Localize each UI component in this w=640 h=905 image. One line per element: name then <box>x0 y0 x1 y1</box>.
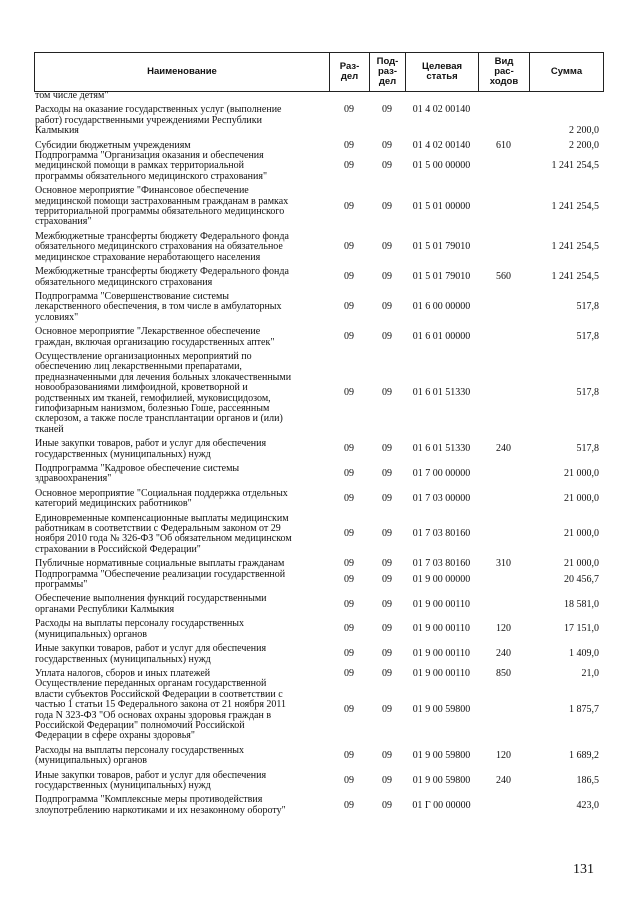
row-target-article: 01 9 00 59800 <box>412 749 471 761</box>
row-name-line: Калмыкия <box>35 125 79 137</box>
row-expense-type: 240 <box>496 443 511 455</box>
row-name <box>34 489 329 510</box>
row-name-line: Уплата налогов, сборов и иных платежей <box>35 667 211 679</box>
table-row <box>34 679 603 741</box>
row-sum: 1 409,0 <box>569 648 599 660</box>
row-razdel: 09 <box>344 331 354 343</box>
row-podrazdel: 09 <box>382 667 392 679</box>
row-razdel: 09 <box>344 573 354 585</box>
row-name <box>34 186 329 228</box>
row-name-line: Иные закупки товаров, работ и услуг для обеспечения <box>35 643 267 655</box>
row-name-line: новообразованиями лимфоидной, кроветворной и <box>35 382 248 394</box>
col-expense-type-header: Вид рас- ходов <box>479 53 530 92</box>
row-name <box>34 267 329 288</box>
row-sum: 517,8 <box>576 331 599 343</box>
table-row <box>34 594 603 615</box>
row-name-line: том числе детям" <box>35 90 109 101</box>
row-name-line: тканей <box>35 423 64 435</box>
row-podrazdel: 09 <box>382 598 392 610</box>
row-name-line: злоупотреблению наркотиками и их незаконному обороту" <box>35 804 286 816</box>
row-name-line: условиях" <box>35 311 79 323</box>
row-name-line: года N 323-ФЗ "Об основах охраны здоровья граждан в <box>35 709 272 721</box>
row-podrazdel: 09 <box>382 331 392 343</box>
table-row <box>34 186 603 228</box>
row-name-line: ноября 2010 года № 326-ФЗ "Об обязательном медицинском <box>35 533 292 545</box>
row-name-line: гипофизарным нанизмом, болезнью Гоше, рассеянным <box>35 402 270 414</box>
row-name-line: лекарственного обеспечения, в том числе в амбулаторных <box>35 301 282 313</box>
row-name-line: здравоохранения" <box>35 473 112 485</box>
row-razdel: 09 <box>344 704 354 716</box>
row-sum: 1 875,7 <box>569 704 599 716</box>
row-razdel: 09 <box>344 648 354 660</box>
row-podrazdel: 09 <box>382 648 392 660</box>
table-row <box>34 746 603 767</box>
row-name-line: Подпрограмма "Совершенствование системы <box>35 290 229 302</box>
row-name-line: предназначенными для лечения больных злокачественными <box>35 371 292 383</box>
row-target-article: 01 6 00 00000 <box>412 301 471 313</box>
row-name-line: обязательного медицинского страхования на обязательное <box>35 241 283 253</box>
row-name-line: склерозом, а также после трансплантации органов и (или) <box>35 413 283 425</box>
row-name <box>34 746 329 767</box>
row-sum: 1 241 254,5 <box>551 241 599 253</box>
row-target-article: 01 5 01 79010 <box>412 271 471 283</box>
row-sum: 1 689,2 <box>569 749 599 761</box>
table-row <box>34 619 603 640</box>
row-name-line: страховании в Российской Федерации" <box>35 543 201 555</box>
row-name <box>34 292 329 323</box>
page-number: 131 <box>573 862 594 877</box>
row-sum: 517,8 <box>576 301 599 313</box>
row-name-line: государственных (муниципальных) нужд <box>35 779 211 791</box>
table-row <box>34 439 603 460</box>
row-sum: 2 200,0 <box>569 125 599 137</box>
row-name-line: Российской Федерации" полномочий Российской <box>35 719 245 731</box>
row-podrazdel: 09 <box>382 443 392 455</box>
row-podrazdel: 09 <box>382 704 392 716</box>
row-sum: 2 200,0 <box>569 139 599 151</box>
table-body <box>34 91 603 820</box>
row-target-article: 01 7 03 00000 <box>412 493 471 505</box>
row-name-line: медицинской помощи в рамках территориальной <box>35 160 244 172</box>
row-name-line: Публичные нормативные социальные выплаты гражданам <box>35 558 285 570</box>
row-sum: 517,8 <box>576 387 599 399</box>
row-podrazdel: 09 <box>382 573 392 585</box>
row-expense-type: 310 <box>496 558 511 570</box>
row-target-article: 01 7 03 80160 <box>412 528 471 540</box>
row-sum: 1 241 254,5 <box>551 271 599 283</box>
row-name-line: органами Республики Калмыкия <box>35 603 175 615</box>
row-name <box>34 105 329 136</box>
row-name-line: власти субъектов Российской Федерации в соответствии с <box>35 688 283 700</box>
row-podrazdel: 09 <box>382 468 392 480</box>
row-razdel: 09 <box>344 443 354 455</box>
row-podrazdel: 09 <box>382 528 392 540</box>
row-name <box>34 439 329 460</box>
row-name <box>34 151 329 182</box>
row-sum: 517,8 <box>576 443 599 455</box>
row-razdel: 09 <box>344 528 354 540</box>
row-name-line: родственных им тканей, гемофилией, муковисцидозом, <box>35 392 271 404</box>
row-name-line: Подпрограмма "Кадровое обеспечение системы <box>35 463 240 474</box>
row-expense-type: 240 <box>496 774 511 786</box>
table-row <box>34 570 603 591</box>
row-name-line: Расходы на выплаты персоналу государственных <box>35 618 245 630</box>
row-razdel: 09 <box>344 493 354 505</box>
table-row <box>34 267 603 288</box>
row-name-line: Межбюджетные трансферты бюджету Федерального фонда <box>35 266 289 278</box>
row-name-line: Подпрограмма "Организация оказания и обеспечения <box>35 150 264 162</box>
row-name-line: Подпрограмма "Обеспечение реализации государственной <box>35 568 286 580</box>
row-sum: 21 000,0 <box>564 493 599 505</box>
row-name-line: работ) государственными учреждениями Республики <box>35 114 262 126</box>
row-name-line: Основное мероприятие "Финансовое обеспечение <box>35 185 249 197</box>
row-name-line: (муниципальных) органов <box>35 628 148 640</box>
row-target-article: 01 6 01 51330 <box>412 387 471 399</box>
row-name-line: обязательного медицинского страхования <box>35 276 213 288</box>
row-name-line: обеспечению лиц лекарственными препаратами, <box>35 361 242 373</box>
row-razdel: 09 <box>344 160 354 172</box>
row-name-line: Основное мероприятие "Социальная поддержка отдельных <box>35 487 288 499</box>
row-name-line: Осуществление организационных мероприятий по <box>35 350 252 362</box>
row-target-article: 01 5 01 00000 <box>412 200 471 212</box>
row-name-line: государственных (муниципальных) нужд <box>35 653 211 665</box>
row-name-line: страхования" <box>35 216 92 228</box>
row-sum: 21 000,0 <box>564 558 599 570</box>
row-target-article: 01 Г 00 00000 <box>412 799 471 811</box>
row-name <box>34 771 329 792</box>
col-target-article-header: Целевая статья <box>406 53 479 92</box>
row-target-article: 01 7 03 80160 <box>412 558 471 570</box>
row-expense-type: 120 <box>496 623 511 635</box>
row-name <box>34 91 329 101</box>
row-target-article: 01 9 00 59800 <box>412 774 471 786</box>
row-podrazdel: 09 <box>382 301 392 313</box>
row-target-article: 01 9 00 00110 <box>412 598 471 610</box>
row-podrazdel: 09 <box>382 749 392 761</box>
row-podrazdel: 09 <box>382 271 392 283</box>
table-row <box>34 771 603 792</box>
table-row <box>34 232 603 263</box>
row-podrazdel: 09 <box>382 799 392 811</box>
row-razdel: 09 <box>344 598 354 610</box>
row-razdel: 09 <box>344 139 354 151</box>
row-sum: 21,0 <box>581 667 599 679</box>
row-podrazdel: 09 <box>382 493 392 505</box>
row-name-line: медицинской помощи застрахованным гражданам в рамках <box>35 195 289 207</box>
row-razdel: 09 <box>344 387 354 399</box>
row-razdel: 09 <box>344 271 354 283</box>
row-target-article: 01 9 00 00110 <box>412 648 471 660</box>
row-expense-type: 850 <box>496 667 511 679</box>
row-sum: 423,0 <box>576 799 599 811</box>
table-row <box>34 464 603 485</box>
table-row <box>34 514 603 556</box>
row-razdel: 09 <box>344 468 354 480</box>
row-name-line: Подпрограмма "Комплексные меры противодействия <box>35 794 263 806</box>
col-razdel-header: Раз- дел <box>330 53 370 92</box>
row-name-line: программы обязательного медицинского страхования" <box>35 170 268 182</box>
row-target-article: 01 6 01 00000 <box>412 331 471 343</box>
row-name-line: категорий медицинских работников" <box>35 498 192 510</box>
row-name-line: Субсидии бюджетным учреждениям <box>35 139 191 151</box>
row-name-line: работникам в соответствии с Федеральным законом от 29 <box>35 523 281 535</box>
table-header <box>34 52 604 92</box>
row-name-line: Расходы на оказание государственных услуг (выполнение <box>35 104 282 116</box>
row-target-article: 01 9 00 00000 <box>412 573 471 585</box>
row-target-article: 01 4 02 00140 <box>412 139 471 151</box>
row-name-line: Осуществление переданных органам государственной <box>35 678 267 690</box>
row-name <box>34 619 329 640</box>
row-podrazdel: 09 <box>382 200 392 212</box>
row-expense-type: 240 <box>496 648 511 660</box>
row-sum: 18 581,0 <box>564 598 599 610</box>
row-expense-type: 560 <box>496 271 511 283</box>
col-name-header: Наименование <box>35 53 330 92</box>
row-name <box>34 644 329 665</box>
row-expense-type: 610 <box>496 139 511 151</box>
row-name-line: Иные закупки товаров, работ и услуг для обеспечения <box>35 769 267 781</box>
row-podrazdel: 09 <box>382 387 392 399</box>
row-sum: 17 151,0 <box>564 623 599 635</box>
row-name <box>34 327 329 348</box>
col-podrazdel-header: Под- раз- дел <box>370 53 406 92</box>
table-row <box>34 795 603 816</box>
row-target-article: 01 5 00 00000 <box>412 160 471 172</box>
row-target-article: 01 6 01 51330 <box>412 443 471 455</box>
row-sum: 21 000,0 <box>564 468 599 480</box>
row-name <box>34 232 329 263</box>
row-name-line: Обеспечение выполнения функций государственными <box>35 593 267 605</box>
row-podrazdel: 09 <box>382 139 392 151</box>
table-row <box>34 489 603 510</box>
row-razdel: 09 <box>344 200 354 212</box>
row-expense-type: 120 <box>496 749 511 761</box>
row-podrazdel: 09 <box>382 558 392 570</box>
row-sum: 21 000,0 <box>564 528 599 540</box>
row-name <box>34 795 329 816</box>
table-row <box>34 105 603 136</box>
row-name-line: Основное мероприятие "Лекарственное обеспечение <box>35 326 261 338</box>
row-razdel: 09 <box>344 558 354 570</box>
row-razdel: 09 <box>344 301 354 313</box>
row-razdel: 09 <box>344 623 354 635</box>
row-name-line: частью 1 статьи 15 Федерального закона от 21 ноября 2011 <box>35 699 287 711</box>
row-razdel: 09 <box>344 774 354 786</box>
row-name <box>34 570 329 591</box>
row-razdel: 09 <box>344 241 354 253</box>
table-row <box>34 91 603 101</box>
row-podrazdel: 09 <box>382 774 392 786</box>
row-podrazdel: 09 <box>382 160 392 172</box>
row-sum: 20 456,7 <box>564 573 599 585</box>
row-name-line: государственных (муниципальных) нужд <box>35 448 211 460</box>
table-row <box>34 292 603 323</box>
row-target-article: 01 5 01 79010 <box>412 241 471 253</box>
row-razdel: 09 <box>344 799 354 811</box>
row-sum: 186,5 <box>576 774 599 786</box>
row-name <box>34 514 329 556</box>
table-row <box>34 352 603 435</box>
row-podrazdel: 09 <box>382 104 392 116</box>
row-sum: 1 241 254,5 <box>551 160 599 172</box>
row-name-line: Расходы на выплаты персоналу государственных <box>35 744 245 756</box>
table-row <box>34 644 603 665</box>
row-name <box>34 352 329 435</box>
row-razdel: 09 <box>344 104 354 116</box>
row-target-article: 01 9 00 00110 <box>412 623 471 635</box>
row-name-line: территориальной программы обязательного медицинского <box>35 206 285 218</box>
row-name-line: Единовременные компенсационные выплаты медицинским <box>35 512 289 524</box>
row-target-article: 01 9 00 00110 <box>412 667 471 679</box>
row-razdel: 09 <box>344 667 354 679</box>
row-name <box>34 679 329 741</box>
row-name-line: Федерации в сфере охраны здоровья" <box>35 730 195 742</box>
row-sum: 1 241 254,5 <box>551 200 599 212</box>
row-name-line: медицинское страхование неработающего населения <box>35 251 261 263</box>
row-name-line: граждан, включая организацию государственных аптек" <box>35 336 275 348</box>
row-target-article: 01 9 00 59800 <box>412 704 471 716</box>
row-name <box>34 464 329 485</box>
row-podrazdel: 09 <box>382 241 392 253</box>
row-razdel: 09 <box>344 749 354 761</box>
row-target-article: 01 7 00 00000 <box>412 468 471 480</box>
row-name <box>34 594 329 615</box>
row-target-article: 01 4 02 00140 <box>412 104 471 116</box>
col-sum-header: Сумма <box>530 53 604 92</box>
row-name-line: Иные закупки товаров, работ и услуг для обеспечения <box>35 438 267 450</box>
row-podrazdel: 09 <box>382 623 392 635</box>
row-name-line: Межбюджетные трансферты бюджету Федерального фонда <box>35 230 289 242</box>
table-row <box>34 327 603 348</box>
row-name-line: программы" <box>35 579 88 591</box>
table-row <box>34 151 603 182</box>
row-name-line: (муниципальных) органов <box>35 755 148 767</box>
